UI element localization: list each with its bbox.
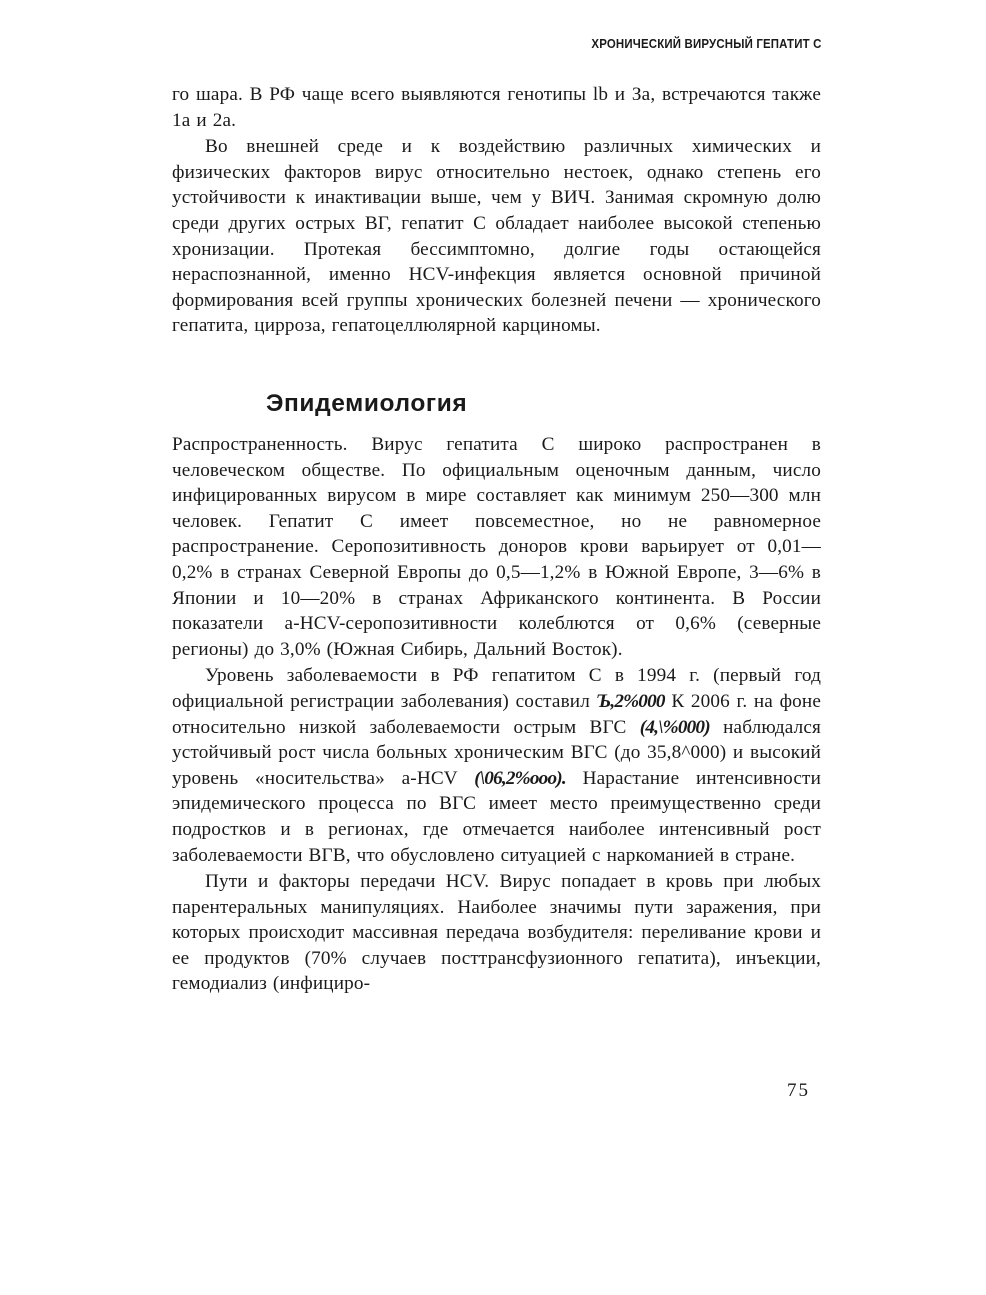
page-number: 75 [787, 1080, 810, 1101]
paragraph-stability: Во внешней среде и к воздействию различных химических и физических факторов вирус относительно нестоек, однако степень его устойчивости к инактивации выше, чем у ВИЧ. Занимая скромную долю среди других острых ВГ, гепатит С обладает наиболее высокой степенью хронизации. Протекая бессимптомно, долгие годы остающейся нераспознанной, именно HCV-инфекция является основной причиной формирования всей группы хронических болезней печени — хронического гепатита, цирроза, гепатоцеллюлярной карциномы. [172, 136, 821, 337]
incidence-text-e: наблюдался устойчивый рост числа больных хроническим ВГС (до 35,8^000) и высокий уровень «носительства» a-HCV [172, 716, 821, 789]
paragraph-incidence [172, 663, 821, 868]
incidence-text-a: Уровень заболеваемости в РФ гепатитом С в 1994 г. (первый год официальной регистрации заболевания) составил [172, 665, 821, 712]
epidemiology-text [172, 432, 821, 997]
incidence-rate-acute: (4,\%000) [639, 716, 710, 738]
paragraph-prevalence: Распространенность. Вирус гепатита С широко распространен в человеческом обществе. По официальным оценочным данным, число инфицированных вирусом в мире составляет как минимум 250—300 млн человек. Гепатит С имеет повсеместное, но не равномерное распространение. Серопозитивность доноров крови варьирует от 0,01—0,2% в странах Северной Европы до 0,5—1,2% в Южной Европе, 3—6% в Японии и 10—20% в странах Африканского континента. В России показатели a-HCV-серопозитивности колеблются от 0,6% (северные регионы) до 3,0% (Южная Сибирь, Дальний Восток). [172, 434, 821, 660]
paragraph-transmission: Пути и факторы передачи HCV. Вирус попадает в кровь при любых парентеральных манипуляциях. Наиболее значимы пути заражения, при которых происходит массивная передача возбудителя: переливание крови и ее продуктов (70% случаев посттрансфузионного гепатита), инъекции, гемодиализ (инфициро- [172, 871, 821, 995]
incidence-rate-1994: Ъ,2%000 [596, 690, 665, 712]
incidence-text-c: К 2006 г. на фоне относительно низкой заболеваемости острым ВГС [172, 690, 821, 738]
paragraph-genotypes: го шара. В РФ чаще всего выявляются генотипы lb и За, встречаются также 1а и 2а. [172, 84, 821, 131]
section-heading: Эпидемиология [266, 390, 468, 417]
incidence-text-g: Нарастание интенсивности эпидемического процесса по ВГС имеет место преимущественно среди подростков и в регионах, где отмечается наиболее интенсивный рост заболеваемости ВГВ, что обусловлено ситуацией с наркоманией в стране. [172, 767, 821, 866]
intro-text [172, 82, 821, 339]
incidence-rate-carriers: (\06,2%ooo). [474, 767, 566, 789]
running-head: ХРОНИЧЕСКИЙ ВИРУСНЫЙ ГЕПАТИТ С [591, 36, 822, 51]
